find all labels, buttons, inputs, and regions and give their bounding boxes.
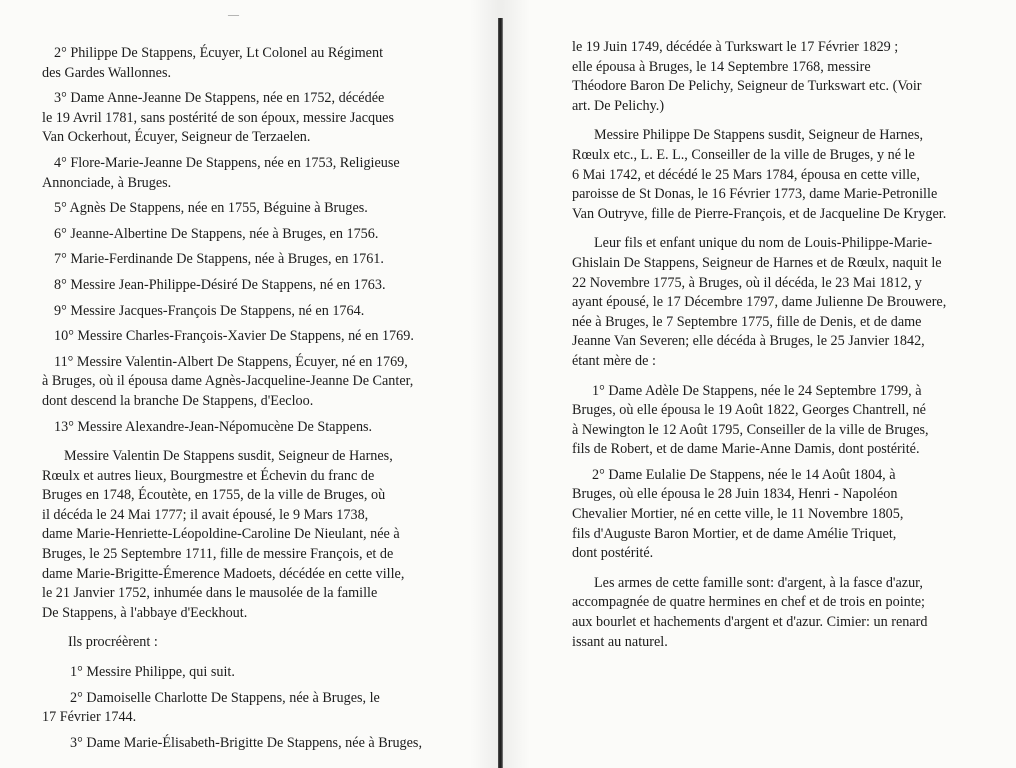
- procreated-heading: Ils procréèrent :: [68, 634, 158, 651]
- paragraph-line: ayant épousé, le 17 Décembre 1797, dame Julienne De Brouwere,: [572, 294, 947, 311]
- paragraph-line: le 19 Juin 1749, décédée à Turkswart le 17 Février 1829 ;: [572, 39, 899, 55]
- entry-number: 8°: [54, 276, 67, 293]
- entry-line: Flore-Marie-Jeanne De Stappens, née en 1753, Religieuse: [70, 154, 400, 171]
- list-item: [42, 418, 460, 438]
- paragraph-line: elle épousa à Bruges, le 14 Septembre 1768, messire: [572, 58, 871, 75]
- paragraph-line: Van Outryve, fille de Pierre-François, et de Jacqueline De Kryger.: [572, 205, 947, 222]
- entry-line: fils de Robert, et de dame Marie-Anne Damis, dont postérité.: [572, 441, 920, 458]
- paragraph-line: étant mère de :: [572, 352, 656, 369]
- paragraph-line: issant au naturel.: [572, 633, 668, 650]
- paragraph-line: Messire Philippe De Stappens susdit, Seigneur de Harnes,: [594, 127, 924, 144]
- list-item: [42, 89, 460, 148]
- list-item: [42, 663, 460, 683]
- entry-line: Messire Alexandre-Jean-Népomucène De Stappens.: [77, 418, 373, 435]
- entry-line: 17 Février 1744.: [42, 709, 137, 726]
- list-item: [572, 382, 978, 460]
- entry-line: Annonciade, à Bruges.: [42, 174, 172, 191]
- entry-line: fils d'Auguste Baron Mortier, et de dame Amélie Triquet,: [572, 525, 897, 542]
- entry-line: Agnès De Stappens, née en 1755, Béguine à Bruges.: [69, 200, 368, 217]
- entry-line: Dame Adèle De Stappens, née le 24 Septembre 1799, à: [608, 382, 922, 399]
- list-item: [42, 689, 460, 728]
- philippe-paragraph: [572, 126, 978, 224]
- list-item: [572, 466, 978, 564]
- entry-line: dont descend la branche De Stappens, d'Eecloo.: [42, 392, 314, 409]
- entry-line: Dame Eulalie De Stappens, née le 14 Août 1804, à: [608, 466, 896, 483]
- paragraph-line: Théodore Baron De Pelichy, Seigneur de Turkswart etc. (Voir: [572, 78, 922, 95]
- entry-line: Bruges, où elle épousa le 28 Juin 1834, Henri - Napoléon: [572, 486, 898, 503]
- paragraph-line: 22 Novembre 1775, à Bruges, où il décéda, le 23 Mai 1812, y: [572, 274, 922, 291]
- paragraph-line: Bruges, le 25 Septembre 1711, fille de messire François, et de: [42, 546, 394, 563]
- children-list: [42, 663, 460, 753]
- entry-number: 11°: [54, 353, 74, 370]
- daughters-list: [572, 382, 978, 564]
- entry-number: 9°: [54, 302, 67, 319]
- entry-number: 2°: [70, 689, 83, 706]
- list-item: [42, 154, 460, 193]
- entry-line: Messire Philippe, qui suit.: [86, 664, 235, 681]
- paragraph-line: art. De Pelichy.): [572, 97, 665, 114]
- entry-line: Messire Charles-François-Xavier De Stappens, né en 1769.: [77, 328, 414, 345]
- entry-line: Marie-Ferdinande De Stappens, née à Bruges, en 1761.: [70, 251, 384, 268]
- paragraph-line: 6 Mai 1742, et décédé le 25 Mars 1784, épousa en cette ville,: [572, 166, 920, 183]
- list-item: [42, 302, 460, 322]
- paragraph-line: paroisse de St Donas, le 16 Février 1773, dame Marie-Petronille: [572, 186, 938, 203]
- paragraph-line: il décéda le 24 Mai 1777; il avait épousé, le 9 Mars 1738,: [42, 506, 369, 523]
- paragraph-line: Jeanne Van Severen; elle décéda à Bruges, le 25 Janvier 1842,: [572, 333, 925, 350]
- list-item: [42, 44, 460, 83]
- entry-line: Van Ockerhout, Écuyer, Seigneur de Terzaelen.: [42, 129, 311, 146]
- paragraph-line: Leur fils et enfant unique du nom de Louis-Philippe-Marie-: [594, 235, 933, 252]
- paragraph-line: le 21 Janvier 1752, inhumée dans le mausolée de la famille: [42, 585, 378, 602]
- entry-line: Messire Jacques-François De Stappens, né en 1764.: [70, 302, 365, 319]
- entry-line: dont postérité.: [572, 545, 654, 562]
- page-top-mark: —: [228, 9, 239, 21]
- entry-number: 1°: [592, 382, 605, 399]
- paragraph-line: Messire Valentin De Stappens susdit, Seigneur de Harnes,: [64, 448, 393, 465]
- valentin-paragraph: [42, 447, 460, 623]
- list-item: [42, 250, 460, 270]
- paragraph-line: Bruges en 1748, Écoutète, en 1755, de la ville de Bruges, où: [42, 487, 386, 504]
- entry-number: 3°: [70, 734, 83, 751]
- entry-line: Messire Valentin-Albert De Stappens, Écuyer, né en 1769,: [76, 353, 408, 370]
- paragraph-line: Rœulx et autres lieux, Bourgmestre et Échevin du franc de: [42, 467, 375, 484]
- louis-paragraph: [572, 234, 978, 371]
- entry-number: 7°: [54, 251, 67, 268]
- right-page: [572, 0, 978, 652]
- entry-number: 13°: [54, 418, 74, 435]
- list-item: [42, 199, 460, 219]
- entry-line: Dame Marie-Élisabeth-Brigitte De Stappens, née à Bruges,: [86, 734, 422, 751]
- entry-number: 4°: [54, 154, 67, 171]
- entry-number: 2°: [592, 466, 605, 483]
- paragraph-line: Ghislain De Stappens, Seigneur de Harnes et de Rœulx, naquit le: [572, 254, 942, 271]
- entry-number: 5°: [54, 200, 67, 217]
- entry-line: Jeanne-Albertine De Stappens, née à Bruges, en 1756.: [70, 225, 379, 242]
- paragraph-line: Rœulx etc., L. E. L., Conseiller de la ville de Bruges, y né le: [572, 146, 915, 163]
- paragraph-line: accompagnée de quatre hermines en chef et de trois en pointe;: [572, 594, 925, 611]
- entry-line: le 19 Avril 1781, sans postérité de son époux, messire Jacques: [42, 109, 394, 126]
- entry-line: Dame Anne-Jeanne De Stappens, née en 1752, décédée: [70, 90, 385, 107]
- paragraph-line: dame Marie-Henriette-Léopoldine-Caroline De Nieulant, née à: [42, 526, 400, 543]
- entry-line: Philippe De Stappens, Écuyer, Lt Colonel au Régiment: [70, 45, 384, 61]
- entry-number: 6°: [54, 225, 67, 242]
- list-item: [42, 734, 460, 754]
- entry-number: 1°: [70, 664, 83, 681]
- entry-line: Damoiselle Charlotte De Stappens, née à Bruges, le: [86, 689, 380, 706]
- continuation-paragraph: [572, 38, 978, 116]
- entry-line: Messire Jean-Philippe-Désiré De Stappens, né en 1763.: [70, 276, 386, 293]
- list-item: [42, 353, 460, 412]
- entry-number: 10°: [54, 328, 74, 345]
- paragraph-line: dame Marie-Brigitte-Émerence Madoets, décédée en cette ville,: [42, 565, 405, 582]
- entry-line: à Bruges, où il épousa dame Agnès-Jacqueline-Jeanne De Canter,: [42, 373, 414, 390]
- list-item: [42, 276, 460, 296]
- entry-line: à Newington le 12 Août 1795, Conseiller de la ville de Bruges,: [572, 421, 929, 438]
- paragraph-line: Les armes de cette famille sont: d'argent, à la fasce d'azur,: [594, 574, 923, 591]
- list-item: [42, 225, 460, 245]
- arms-paragraph: [572, 574, 978, 652]
- book-gutter: [498, 18, 503, 768]
- entry-line: Bruges, où elle épousa le 19 Août 1822, Georges Chantrell, né: [572, 402, 926, 419]
- paragraph-line: aux bourlet et hachements d'argent et d'azur. Cimier: un renard: [572, 614, 928, 631]
- entry-list: [42, 44, 460, 437]
- entry-line: Chevalier Mortier, né en cette ville, le 11 Novembre 1805,: [572, 506, 904, 523]
- list-item: [42, 327, 460, 347]
- paragraph-line: De Stappens, à l'abbaye d'Eeckhout.: [42, 604, 248, 621]
- paragraph-line: née à Bruges, le 7 Septembre 1775, fille de Denis, et de dame: [572, 313, 922, 330]
- entry-number: 3°: [54, 90, 67, 107]
- entry-number: 2°: [54, 45, 67, 61]
- entry-line: des Gardes Wallonnes.: [42, 64, 172, 81]
- left-page: [42, 0, 460, 753]
